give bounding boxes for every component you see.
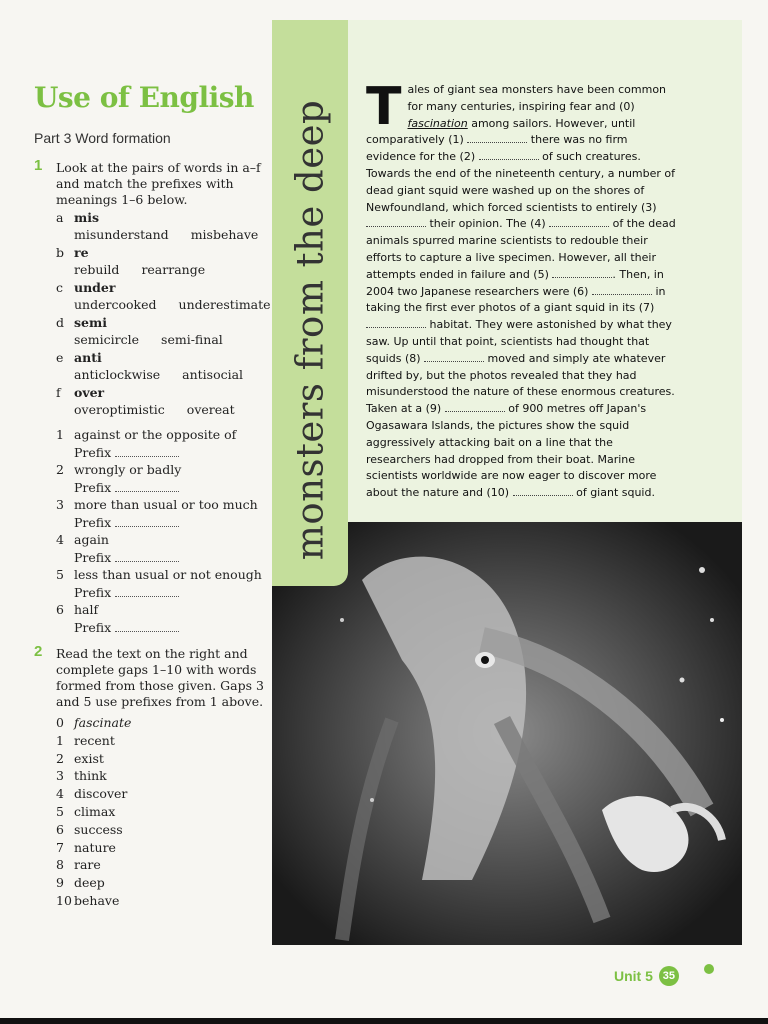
word-item <box>56 856 266 874</box>
example-answer: fascination <box>407 116 468 130</box>
meaning-number: 1 <box>56 427 64 442</box>
exercise-number: 2 <box>34 643 43 660</box>
gap-1[interactable] <box>467 132 527 143</box>
meaning-number: 4 <box>56 532 64 547</box>
article-segment: . Then, in 2004 two Japanese researchers were (6) <box>366 267 664 298</box>
prefix-word: re <box>74 245 89 260</box>
meaning-item <box>56 601 266 636</box>
unit-label: Unit 5 <box>614 968 653 984</box>
word-number: 8 <box>56 857 64 873</box>
article-segment: among sailors. However, until comparatively (1) <box>366 116 636 147</box>
base-word: success <box>74 821 123 837</box>
meaning-list <box>56 426 266 636</box>
prefix-answer-blank[interactable] <box>115 586 179 597</box>
gap-3[interactable] <box>366 216 426 227</box>
word-item <box>56 714 266 732</box>
example-word: underestimate <box>178 297 271 312</box>
gap-7[interactable] <box>366 317 426 328</box>
word-number: 6 <box>56 821 64 837</box>
base-word: recent <box>74 732 115 748</box>
example-word: undercooked <box>74 297 157 312</box>
prefix-word: over <box>74 385 105 400</box>
base-word: discover <box>74 786 128 802</box>
word-item <box>56 732 266 750</box>
example-word: semi-final <box>161 332 223 347</box>
prefix-answer-blank[interactable] <box>115 481 179 492</box>
prefix-word: semi <box>74 315 107 330</box>
meaning-number: 5 <box>56 567 64 582</box>
word-item <box>56 821 266 839</box>
word-number: 1 <box>56 732 64 748</box>
meaning-number: 2 <box>56 462 64 477</box>
prefix-answer-blank[interactable] <box>115 516 179 527</box>
meaning-item <box>56 566 266 601</box>
gap-10[interactable] <box>513 485 573 496</box>
base-word: rare <box>74 857 101 873</box>
prefix-group <box>56 350 266 383</box>
prefix-group <box>56 245 266 278</box>
article-title: monsters from the deep <box>288 99 332 561</box>
base-word: think <box>74 768 107 784</box>
article-segment: of such creatures. Towards the end of the nineteenth century, a number of dead giant squid were washed up on the shores of Newfoundland, which forced scientists to entirely (3) <box>366 150 676 214</box>
word-number: 0 <box>56 715 64 730</box>
exercise-instruction: Read the text on the right and complete gaps 1–10 with words formed from those given. Gaps 3 and 5 use prefixes from 1 above. <box>56 646 264 709</box>
meaning-text: wrongly or badly <box>74 462 182 477</box>
page-heading: Use of English <box>34 81 254 114</box>
prefix-label: Prefix <box>74 584 112 600</box>
drop-cap: T <box>366 77 402 137</box>
page-number: 35 <box>659 966 679 986</box>
prefix-letter: c <box>56 280 64 295</box>
word-number: 2 <box>56 750 64 766</box>
prefix-group <box>56 280 271 313</box>
word-item <box>56 839 266 857</box>
word-item <box>56 750 266 768</box>
meaning-text: against or the opposite of <box>74 427 237 442</box>
prefix-answer-blank[interactable] <box>115 621 179 632</box>
prefix-group <box>56 210 266 243</box>
word-item <box>56 785 266 803</box>
prefix-label: Prefix <box>74 479 112 495</box>
meaning-text: more than usual or too much <box>74 497 258 512</box>
prefix-label: Prefix <box>74 514 112 530</box>
meaning-number: 3 <box>56 497 64 512</box>
article-segment: of the dead animals spurred marine scientists to redouble their efforts to capture a live specimen. However, all their attempts ended in failure and (5) <box>366 217 676 281</box>
meaning-item <box>56 531 266 566</box>
prefix-answer-blank[interactable] <box>115 551 179 562</box>
example-word: rebuild <box>74 262 120 277</box>
article-segment: there was no firm evidence for the (2) <box>366 133 628 164</box>
meaning-item <box>56 426 266 461</box>
meaning-text: again <box>74 532 109 547</box>
prefix-answer-blank[interactable] <box>115 446 179 457</box>
gap-5[interactable] <box>552 267 612 278</box>
prefix-label: Prefix <box>74 619 112 635</box>
gap-8[interactable] <box>424 351 484 362</box>
example-word: misbehave <box>190 227 259 242</box>
word-list <box>56 714 266 910</box>
exercise-2 <box>34 643 266 910</box>
article-segment: of giant squid. <box>572 486 655 500</box>
base-word: nature <box>74 839 116 855</box>
meaning-text: half <box>74 602 99 617</box>
prefix-group <box>56 315 266 348</box>
prefix-letter: a <box>56 210 64 225</box>
meaning-number: 6 <box>56 602 64 617</box>
exercise-1 <box>34 157 271 636</box>
example-word: misunderstand <box>74 227 169 242</box>
word-number: 9 <box>56 875 64 891</box>
footer-dot <box>704 964 714 974</box>
word-number: 10 <box>56 892 72 908</box>
word-item <box>56 767 266 785</box>
word-number: 3 <box>56 768 64 784</box>
prefix-group <box>56 385 266 418</box>
gap-2[interactable] <box>479 149 539 160</box>
word-item <box>56 803 266 821</box>
prefix-word: anti <box>74 350 102 365</box>
base-word: climax <box>74 803 116 819</box>
article-segment: of 900 metres off Japan's Ogasawara Islands, the pictures show the squid aggressively attacking bait on a line that the researchers had dropped from their boat. Marine scientists worldwide are now eager to discover more about the nature and (10) <box>366 402 657 500</box>
example-word: antisocial <box>182 367 244 382</box>
article-segment: ales of giant sea monsters have been common for many centuries, inspiring fear and (0) <box>407 83 667 113</box>
article-segment: their opinion. The (4) <box>426 217 550 231</box>
section-subheading: Part 3 Word formation <box>34 130 171 146</box>
exercise-number: 1 <box>34 157 43 174</box>
article-segment: moved and simply ate whatever drifted by, but the photos revealed that they had misunderstood the nature of these enormous creatures. Taken at a (9) <box>366 351 675 416</box>
example-word: anticlockwise <box>74 367 161 382</box>
prefix-list <box>56 210 271 418</box>
meaning-text: less than usual or not enough <box>74 567 262 582</box>
bottom-rule <box>0 1018 768 1024</box>
prefix-letter: f <box>56 385 61 400</box>
gap-6[interactable] <box>592 284 652 295</box>
gap-4[interactable] <box>549 216 609 227</box>
word-item <box>56 874 266 892</box>
prefix-word: mis <box>74 210 100 225</box>
example-word: overoptimistic <box>74 402 165 417</box>
word-item <box>56 892 266 910</box>
example-word: rearrange <box>141 262 206 277</box>
word-number: 4 <box>56 786 64 802</box>
base-word: deep <box>74 875 105 891</box>
article-text <box>366 77 678 502</box>
exercise-instruction: Look at the pairs of words in a–f and match the prefixes with meanings 1–6 below. <box>56 160 261 207</box>
prefix-letter: e <box>56 350 64 365</box>
example-word: overeat <box>186 402 235 417</box>
meaning-item <box>56 461 266 496</box>
page-footer <box>614 966 679 986</box>
prefix-word: under <box>74 280 116 295</box>
prefix-letter: b <box>56 245 65 260</box>
article-segment: habitat. They were astonished by what they saw. Up until that point, scientists had thought that squids (8) <box>366 318 672 365</box>
prefix-letter: d <box>56 315 65 330</box>
word-number: 7 <box>56 839 64 855</box>
meaning-item <box>56 496 266 531</box>
example-word: semicircle <box>74 332 140 347</box>
article-segment: in taking the first ever photos of a giant squid in its (7) <box>366 284 666 315</box>
word-number: 5 <box>56 803 64 819</box>
prefix-label: Prefix <box>74 549 112 565</box>
base-word: fascinate <box>74 715 132 730</box>
gap-9[interactable] <box>445 401 505 412</box>
prefix-label: Prefix <box>74 444 112 460</box>
left-column <box>34 80 271 910</box>
base-word: behave <box>74 892 120 908</box>
base-word: exist <box>74 750 104 766</box>
